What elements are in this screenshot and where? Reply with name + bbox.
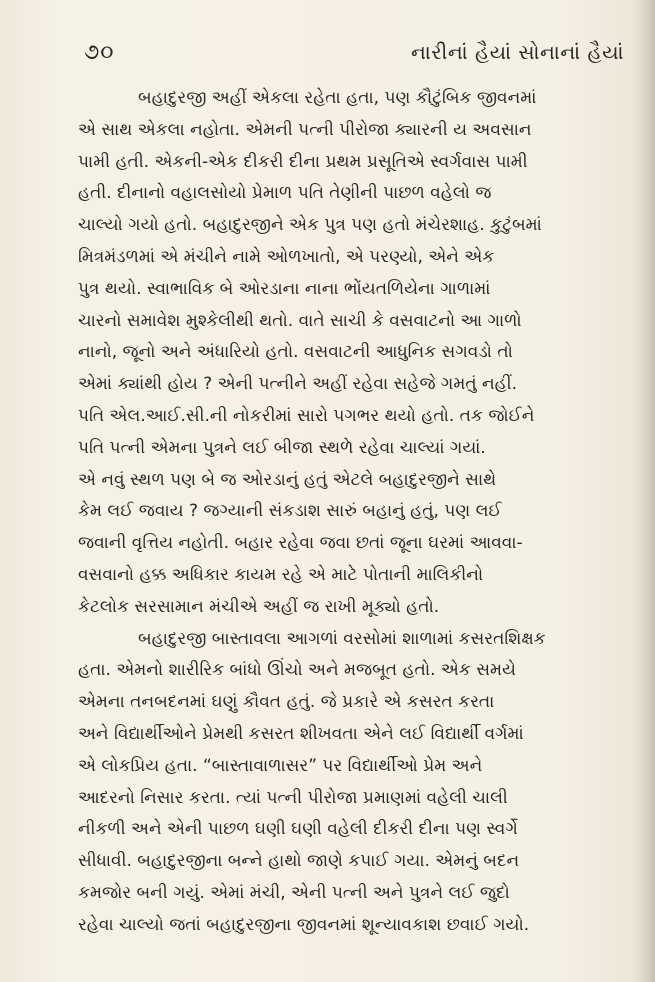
text-line: આદરનો નિસાર કરતા. ત્યાં પત્ની પીરોજા પ્રમાણમાં વહેલી ચાલી (78, 787, 508, 808)
text-line: એ સાથ એકલા નહોતા. એમની પત્ની પીરોજા ક્યારની ય અવસાન (78, 119, 532, 140)
text-line: એ લોકપ્રિય હતા. “બાસ્તાવાળાસર” પર વિદ્યાર્થીઓ પ્રેમ અને (78, 755, 483, 776)
text-line: એમાં ક્યાંથી હોય ? એની પત્નીને અહીં રહેવા સહેજે ગમતું નહીં. (78, 374, 518, 395)
text-line: પતિ પત્ની એમના પુત્રને લઈ બીજા સ્થળે રહેવા ચાલ્યાં ગયાં. (78, 437, 486, 458)
text-line: નીકળી અને એની પાછળ ઘણી ઘણી વહેલી દીકરી દીના પણ સ્વર્ગે (78, 819, 518, 840)
page-header (84, 40, 624, 70)
text-line: બહાદુરજી બાસ્તાવલા આગળાં વરસોમાં શાળામાં કસરતશિક્ષક (138, 628, 546, 649)
body-text (78, 83, 628, 942)
text-line: ચારનો સમાવેશ મુશ્કેલીથી થતો. વાતે સાચી કે વસવાટનો આ ગાળો (78, 310, 522, 331)
text-line: વસવાનો હક્ક અધિકાર કાયમ રહે એ માટે પોતાની માલિકીનો (78, 564, 484, 585)
text-line: રહેવા ચાલ્યો જતાં બહાદુરજીના જીવનમાં શૂન્યાવકાશ છવાઈ ગયો. (78, 914, 530, 935)
text-line: કેમ લઈ જવાય ? જગ્યાની સંકડાશ સારું બહાનું હતું, પણ લઈ (78, 501, 502, 522)
running-title: નારીનાં હૈયાં સોનાનાં હૈયાં (410, 40, 624, 64)
text-line: ચાલ્યો ગયો હતો. બહાદુરજીને એક પુત્ર પણ હતો મંચેરશાહ. કુટુંબમાં (78, 215, 542, 236)
text-line: નાનો, જૂનો અને અંધારિયો હતો. વસવાટની આધુનિક સગવડો તો (78, 342, 513, 363)
text-line: જવાની વૃત્તિય નહોતી. બહાર રહેવા જવા છતાં જૂના ઘરમાં આવવા- (78, 533, 523, 554)
text-line: અને વિદ્યાર્થીઓને પ્રેમથી કસરત શીખવતા એને લઈ વિદ્યાર્થી વર્ગમાં (78, 723, 524, 744)
text-line: પુત્ર થયો. સ્વાભાવિક બે ઓરડાના નાના ભોંયતળિયેના ગાળામાં (78, 278, 491, 299)
text-line: એ નવું સ્થળ પણ બે જ ઓરડાનું હતું એટલે બહાદુરજીને સાથે (78, 469, 497, 490)
text-line: એમના તનબદનમાં ઘણું કૌવત હતું. જે પ્રકારે એ કસરત કરતા (78, 692, 495, 713)
text-line: સીધાવી. બહાદુરજીના બન્ને હાથો જાણે કપાઈ ગયા. એમનું બદન (78, 851, 520, 872)
text-line: કમજોર બની ગયું. એમાં મંચી, એની પત્ની અને પુત્રને લઈ જુદો (78, 882, 510, 903)
page-gutter-shadow (633, 0, 655, 982)
text-line: હતી. દીનાનો વહાલસોયો પ્રેમાળ પતિ તેણીની પાછળ વહેલો જ (78, 183, 492, 204)
text-line: મિત્રમંડળમાં એ મંચીને નામે ઓળખાતો, એ પરણ્યો, એને એક (78, 246, 495, 267)
text-line: હતા. એમનો શારીરિક બાંધો ઊંચો અને મજબૂત હતો. એક સમયે (78, 660, 516, 681)
text-line: પતિ એલ.આઈ.સી.ની નોકરીમાં સારો પગભર થયો હતો. તક જોઈને (78, 405, 535, 426)
page-number: ૭૦ (84, 40, 115, 65)
text-line: કેટલોક સરસામાન મંચીએ અહીં જ રાખી મૂક્યો હતો. (78, 596, 440, 617)
text-line: બહાદુરજી અહીં એકલા રહેતા હતા, પણ કૌટુંબિક જીવનમાં (138, 88, 537, 108)
text-line: પામી હતી. એકની-એક દીકરી દીના પ્રથમ પ્રસૂતિએ સ્વર્ગવાસ પામી (78, 151, 528, 172)
